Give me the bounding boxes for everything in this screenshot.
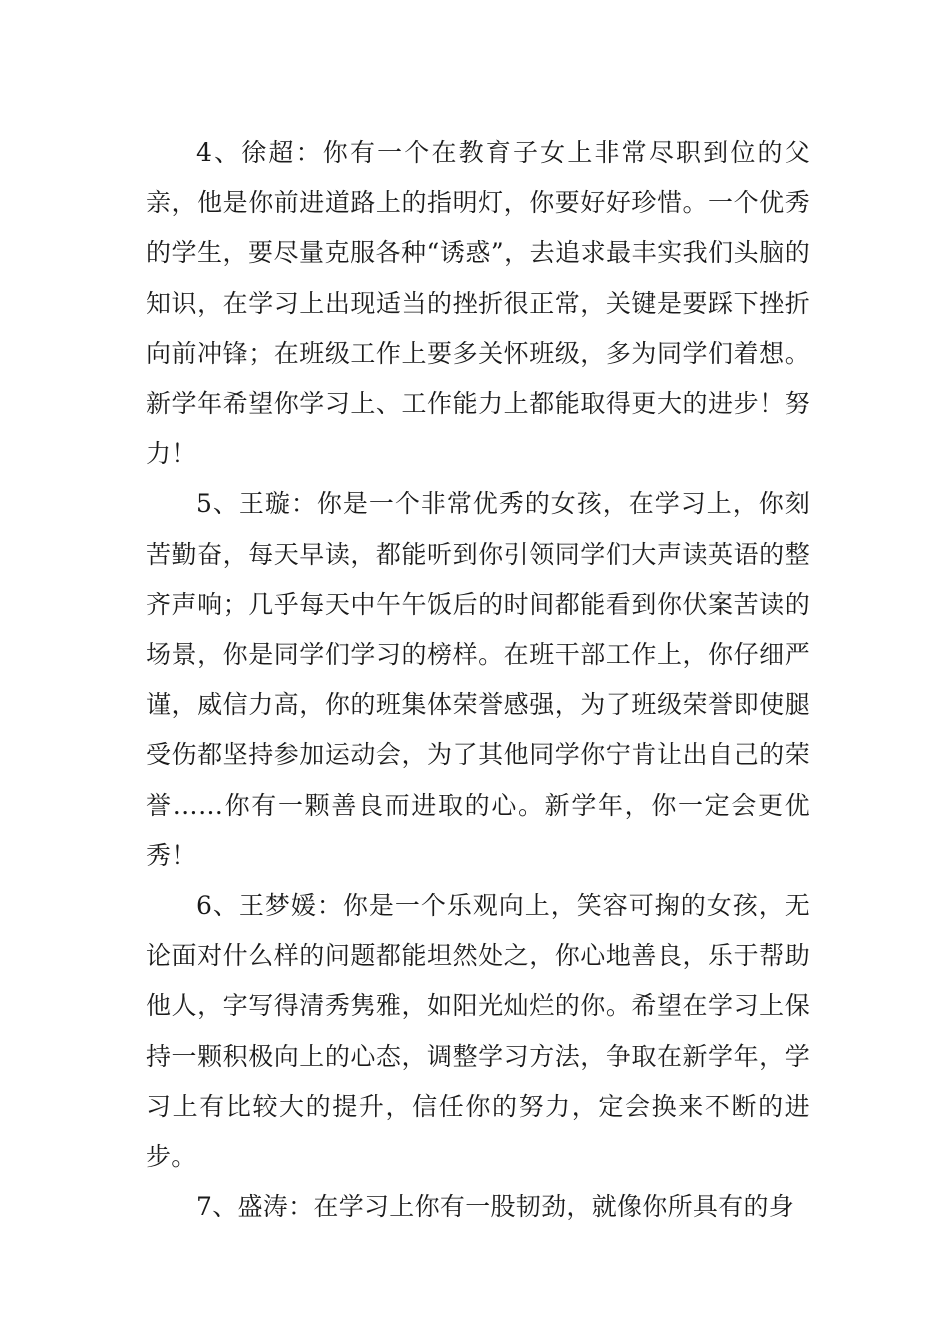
comment-paragraph-wang-mengyuan: 6、王梦媛：你是一个乐观向上，笑容可掬的女孩，无论面对什么样的问题都能坦然处之，你心地善良，乐于帮助他人，字写得清秀隽雅，如阳光灿烂的你。希望在学习上保持一颗积极向上的心态，调整学习方法，争取在新学年，学习上有比较大的提升，信任你的努力，定会换来不断的进步。 xyxy=(146,891,810,1172)
comment-paragraph-xu-chao: 4、徐超：你有一个在教育子女上非常尽职到位的父亲，他是你前进道路上的指明灯，你要好好珍惜。一个优秀的学生，要尽量克服各种“诱惑”，去追求最丰实我们头脑的知识，在学习上出现适当的挫折很正常，关键是要踩下挫折向前冲锋；在班级工作上要多关怀班级，多为同学们着想。新学年希望你学习上、工作能力上都能取得更大的进步！努力！ xyxy=(146,138,810,469)
comment-paragraph-wang-xuan: 5、王璇：你是一个非常优秀的女孩，在学习上，你刻苦勤奋，每天早读，都能听到你引领同学们大声读英语的整齐声响；几乎每天中午午饭后的时间都能看到你伏案苦读的场景，你是同学们学习的榜样。在班干部工作上，你仔细严谨，威信力高，你的班集体荣誉感强，为了班级荣誉即使腿受伤都坚持参加运动会，为了其他同学你宁肯让出自己的荣誉……你有一颗善良而进取的心。新学年，你一定会更优秀！ xyxy=(146,489,810,870)
comment-paragraph-sheng-tao: 7、盛涛：在学习上你有一股韧劲，就像你所具有的身 xyxy=(196,1192,795,1222)
document-body xyxy=(146,128,810,1232)
